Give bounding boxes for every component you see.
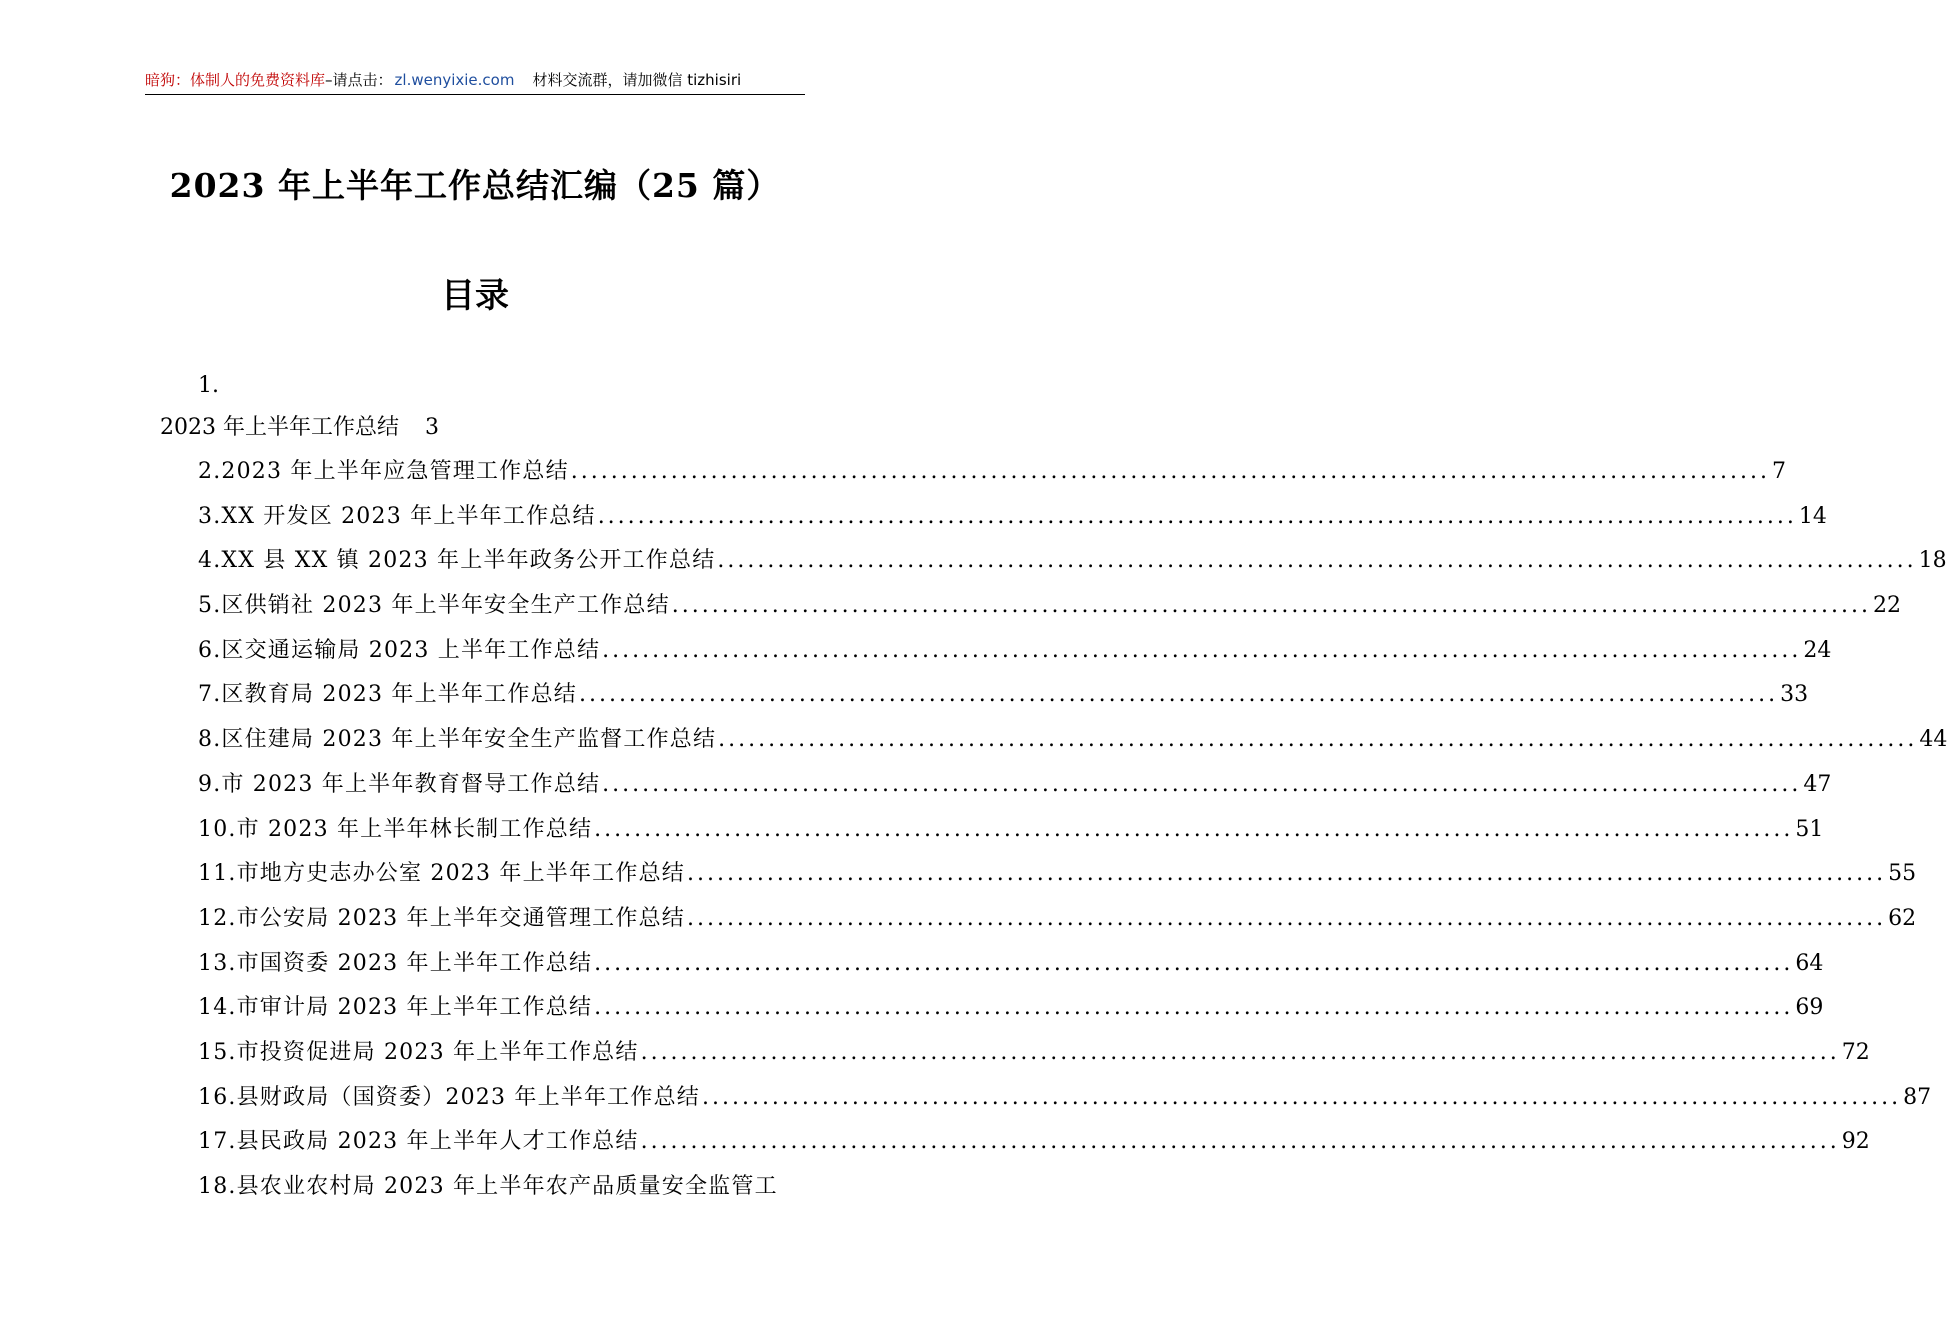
toc-entry-list: [160, 450, 1947, 1210]
toc-entry-page: 64: [1795, 950, 1824, 976]
toc-entry-label: 12.市公安局 2023 年上半年交通管理工作总结: [198, 905, 685, 931]
toc-entry-label: 17.县民政局 2023 年上半年人才工作总结: [198, 1129, 639, 1155]
table-of-contents: [160, 366, 1947, 1210]
toc-entry-page: 22: [1872, 593, 1901, 619]
toc-entry-label: 8.区住建局 2023 年上半年安全生产监督工作总结: [198, 727, 717, 753]
toc-entry[interactable]: [160, 629, 1832, 674]
header-contact: 材料交流群，请加微信 tizhisiri: [532, 71, 742, 89]
header-link[interactable]: zl.wenyixie.com: [394, 71, 515, 89]
toc-entry[interactable]: [160, 450, 1786, 495]
toc-entry-page: 44: [1919, 727, 1947, 753]
toc-entry-label: 15.市投资促进局 2023 年上半年工作总结: [198, 1039, 639, 1065]
toc-entry-label: 2023 年上半年工作总结: [160, 415, 399, 440]
toc-entry-page: 24: [1803, 637, 1832, 663]
toc-entry-label: 4.XX 县 XX 镇 2023 年上半年政务公开工作总结: [198, 548, 716, 574]
toc-entry-page: 92: [1841, 1129, 1870, 1155]
toc-entry[interactable]: [160, 539, 1947, 584]
toc-entry-page: 33: [1780, 682, 1809, 708]
header-brand: 暗狗：体制人的免费资料库: [145, 71, 326, 89]
toc-entry[interactable]: [160, 763, 1832, 808]
toc-entry-label: 13.市国资委 2023 年上半年工作总结: [198, 950, 593, 976]
toc-entry-page: 55: [1888, 861, 1917, 887]
toc-leader-dots: ........................................................................................................................: [597, 503, 1797, 529]
toc-entry[interactable]: [160, 942, 1824, 987]
toc-entry-page: 51: [1795, 816, 1824, 842]
toc-leader-dots: ........................................................................................................................: [570, 459, 1770, 484]
toc-first-number[interactable]: 1.: [198, 373, 219, 398]
toc-leader-dots: ........................................................................................................................: [671, 593, 1871, 619]
toc-leader-dots: ........................................................................................................................: [578, 682, 1779, 708]
toc-entry[interactable]: [160, 897, 1917, 942]
header-prompt: –请点击：: [325, 71, 393, 89]
toc-leader-dots: ........................................................................................................................: [686, 861, 1887, 887]
toc-entry[interactable]: [160, 1120, 1870, 1165]
toc-first-entry[interactable]: [160, 406, 810, 450]
toc-leader-dots: ........................................................................................................................: [594, 816, 1794, 842]
toc-leader-dots: ........................................................................................................................: [594, 950, 1794, 976]
toc-entry[interactable]: [160, 1165, 810, 1210]
toc-entry-label: 3.XX 开发区 2023 年上半年工作总结: [198, 503, 596, 529]
toc-entry-label: 16.县财政局（国资委）2023 年上半年工作总结: [198, 1084, 700, 1110]
toc-entry-page: 72: [1841, 1039, 1870, 1065]
toc-entry-page: 47: [1803, 771, 1832, 797]
toc-heading: 目录: [441, 276, 509, 316]
toc-entry-page: 87: [1903, 1084, 1932, 1110]
toc-entry[interactable]: [160, 495, 1827, 540]
toc-entry-page: 18: [1918, 548, 1947, 574]
toc-leader-dots: ........................................................................................................................: [701, 1084, 1902, 1110]
toc-entry-label: 11.市地方史志办公室 2023 年上半年工作总结: [198, 861, 685, 887]
toc-leader-dots: ........................................................................................................................: [686, 905, 1887, 931]
toc-entry[interactable]: [160, 1076, 1932, 1121]
toc-leader-dots: ........................................................................................................................: [640, 1129, 1840, 1155]
toc-leader-dots: ........................................................................................................................: [718, 727, 1918, 753]
toc-entry-page: 3: [424, 415, 439, 440]
toc-leader-dots: ........................................................................................................................: [717, 548, 1917, 574]
toc-entry-label: 14.市审计局 2023 年上半年工作总结: [198, 995, 593, 1021]
toc-entry[interactable]: [160, 673, 1809, 718]
toc-entry-label: 2.2023 年上半年应急管理工作总结: [198, 459, 569, 484]
toc-entry-label: 10.市 2023 年上半年林长制工作总结: [198, 816, 593, 842]
toc-entry-label: 7.区教育局 2023 年上半年工作总结: [198, 682, 577, 708]
toc-entry[interactable]: [160, 852, 1917, 897]
toc-entry-label: 9.市 2023 年上半年教育督导工作总结: [198, 771, 601, 797]
toc-entry-label: 6.区交通运输局 2023 上半年工作总结: [198, 637, 601, 663]
document-title: 2023 年上半年工作总结汇编（25 篇）: [169, 166, 781, 205]
toc-entry[interactable]: [160, 808, 1824, 853]
toc-leader-dots: ........................................................................................................................: [594, 995, 1794, 1021]
toc-entry-page: 14: [1798, 503, 1827, 529]
toc-entry-label: 18.县农业农村局 2023 年上半年农产品质量安全监管工: [198, 1174, 778, 1199]
toc-entry-page: 7: [1771, 459, 1786, 484]
toc-entry[interactable]: [160, 986, 1824, 1031]
toc-entry[interactable]: [160, 584, 1901, 629]
toc-entry[interactable]: [160, 718, 1947, 763]
toc-entry-label: 5.区供销社 2023 年上半年安全生产工作总结: [198, 593, 670, 619]
toc-entry[interactable]: [160, 1031, 1870, 1076]
page-header: [145, 66, 805, 95]
toc-entry-page: 62: [1888, 905, 1917, 931]
toc-entry-page: 69: [1795, 995, 1824, 1021]
toc-leader-dots: ........................................................................................................................: [602, 637, 1802, 663]
toc-leader-dots: ........................................................................................................................: [602, 771, 1802, 797]
toc-leader-dots: ........................................................................................................................: [640, 1039, 1840, 1065]
